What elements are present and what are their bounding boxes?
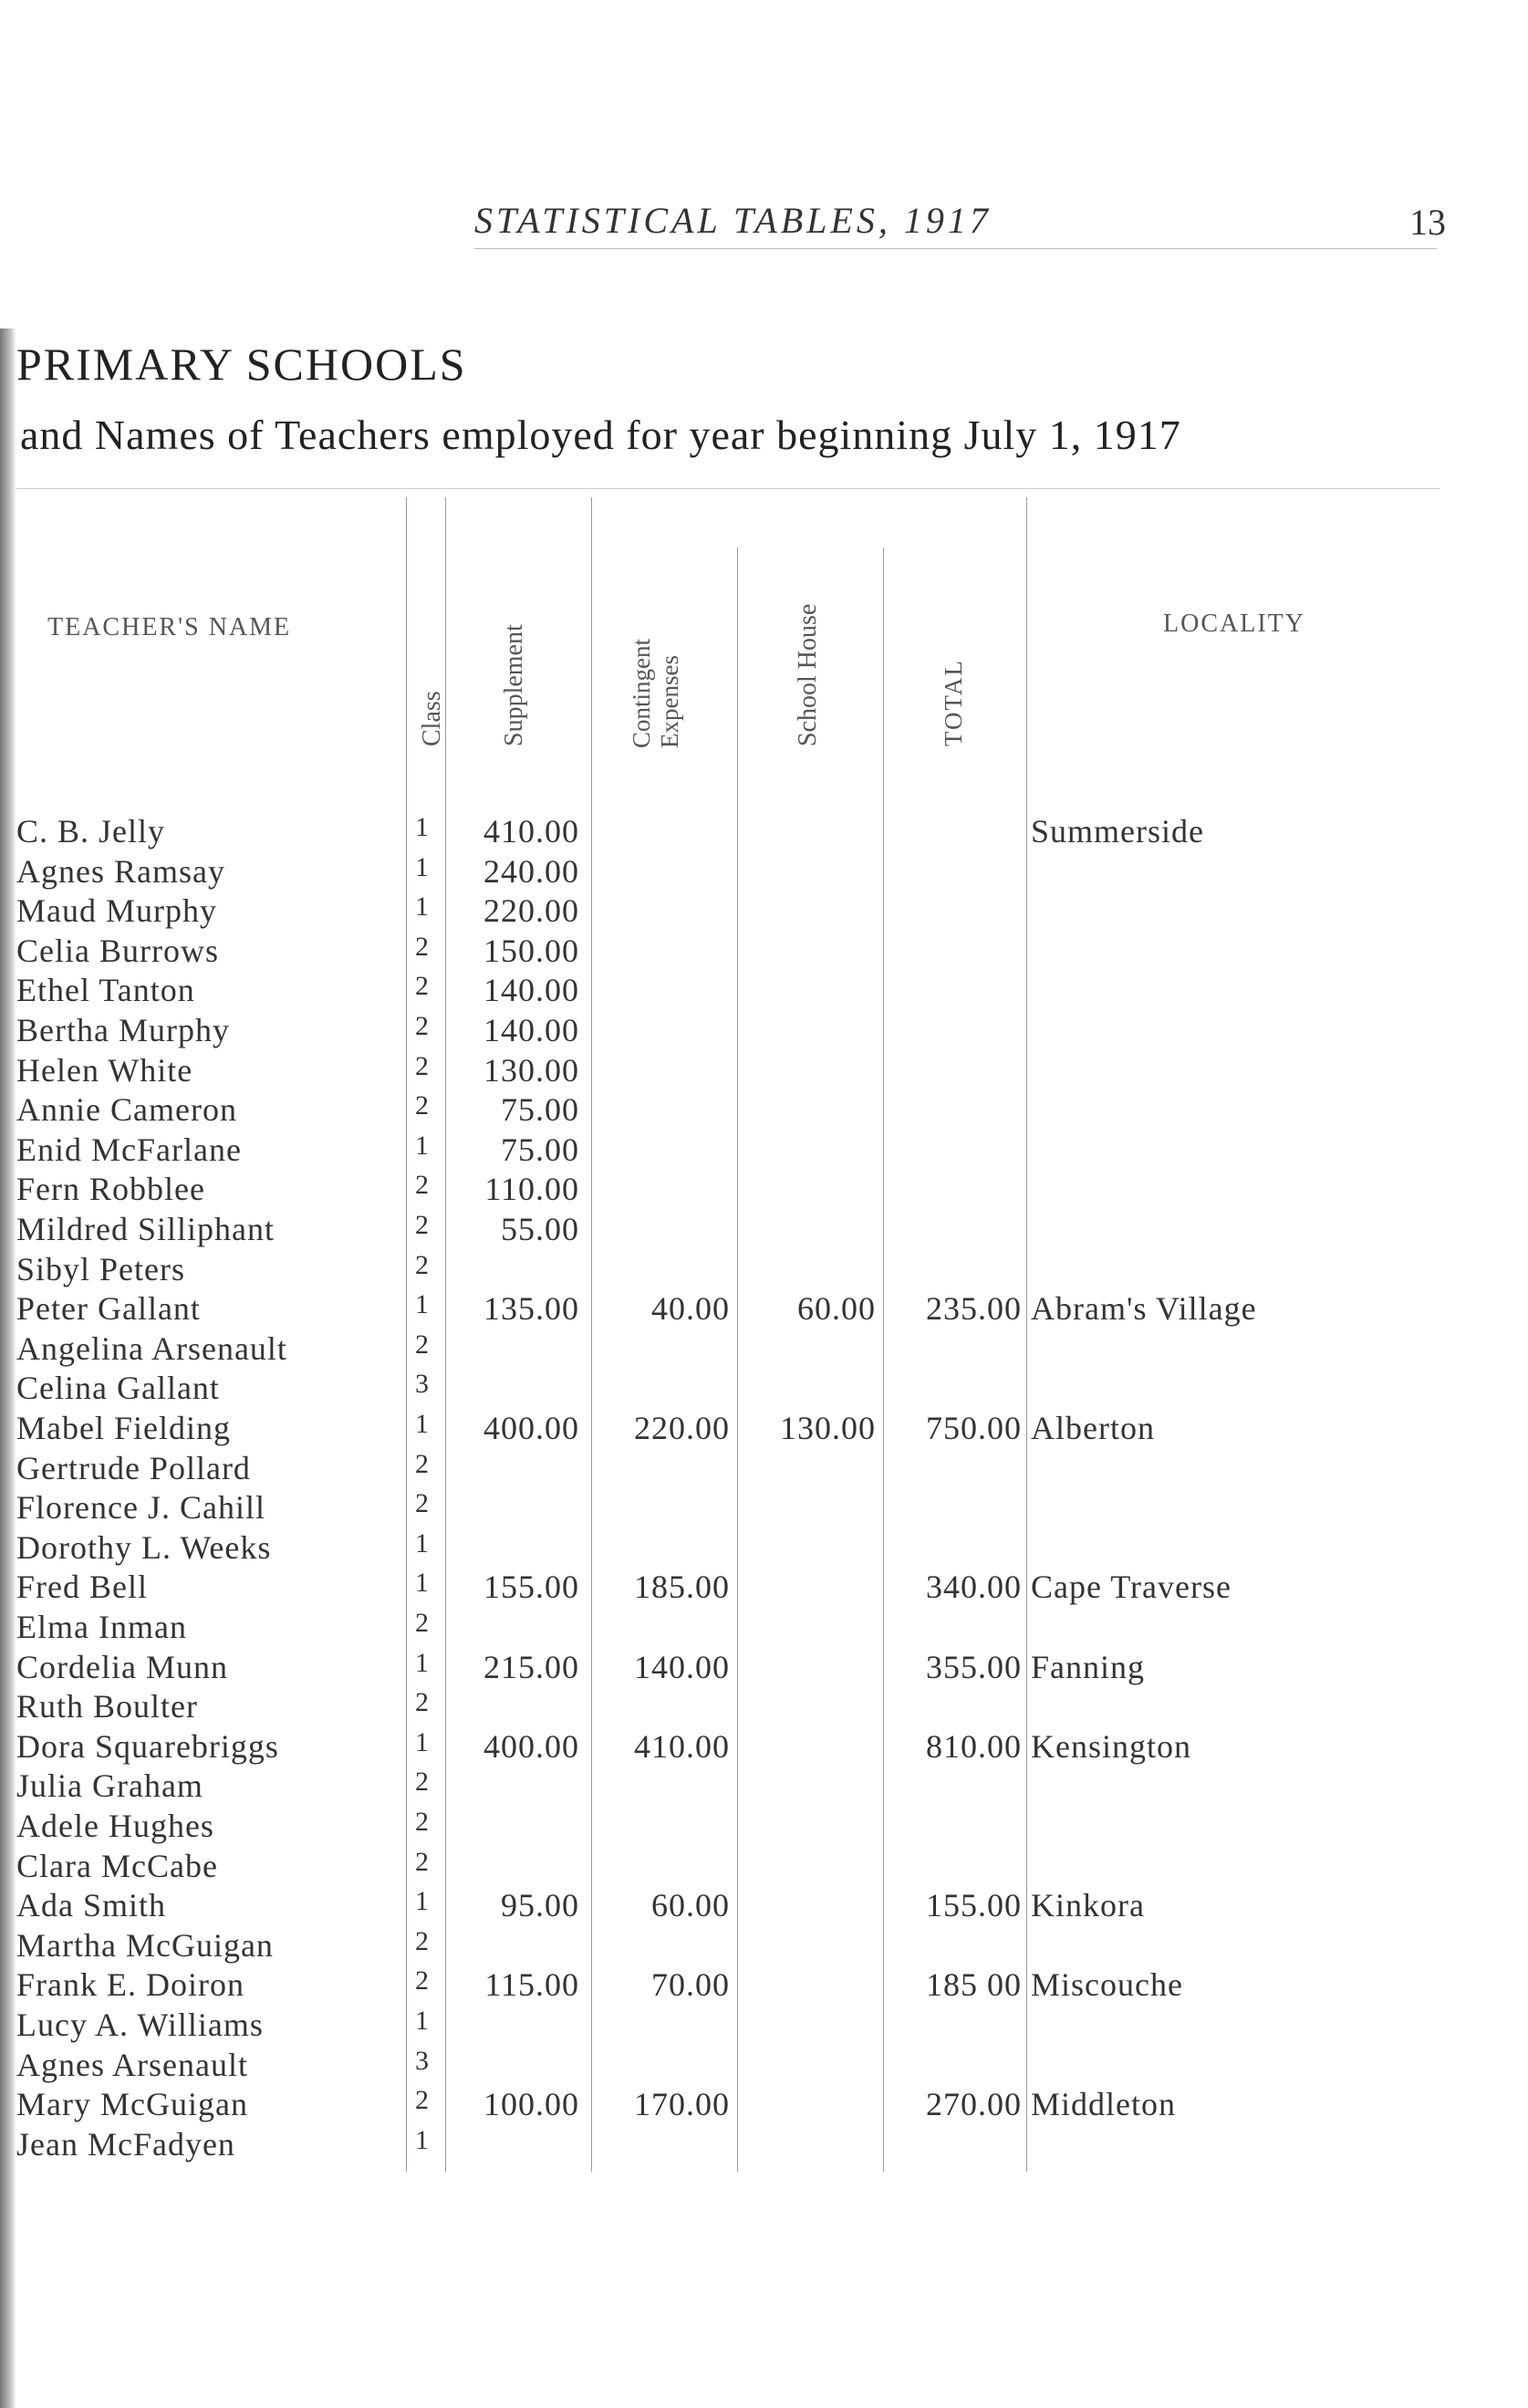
teacher-name: Dora Squarebriggs	[16, 1727, 279, 1765]
header-school-house: School House	[794, 603, 822, 746]
class-value: 2	[415, 1011, 430, 1041]
table-row	[0, 1289, 1528, 1329]
table-row	[0, 1090, 1528, 1131]
class-value: 1	[415, 1527, 430, 1558]
class-value: 1	[415, 1568, 430, 1599]
table-row	[0, 1210, 1528, 1250]
table-row	[0, 1011, 1528, 1051]
table-row	[0, 1329, 1528, 1370]
table-row	[0, 1409, 1528, 1449]
locality-value: Alberton	[1031, 1410, 1155, 1446]
class-value: 1	[415, 1289, 430, 1320]
teacher-name: C. B. Jelly	[16, 813, 166, 850]
teacher-name: Agnes Ramsay	[16, 852, 225, 890]
class-value: 3	[415, 2045, 430, 2076]
table-row	[0, 1568, 1528, 1608]
supplement-value: 95.00	[501, 1887, 579, 1924]
table-row	[0, 1767, 1528, 1807]
total-value: 340.00	[926, 1569, 1022, 1606]
supplement-value: 240.00	[483, 852, 579, 890]
total-value: 185 00	[926, 1966, 1022, 2004]
teacher-name: Enid McFarlane	[16, 1131, 242, 1168]
table-row	[0, 1965, 1528, 2006]
supplement-value: 75.00	[501, 1091, 579, 1129]
table-title: PRIMARY SCHOOLS	[16, 339, 467, 390]
table-row	[0, 1488, 1528, 1528]
teacher-name: Mary McGuigan	[16, 2086, 248, 2123]
class-value: 2	[415, 1448, 430, 1479]
class-value: 2	[415, 1767, 430, 1798]
supplement-value: 110.00	[484, 1171, 579, 1208]
table-row	[0, 1687, 1528, 1727]
class-value: 1	[415, 1886, 430, 1917]
header-rule	[474, 248, 1437, 249]
total-value: 750.00	[926, 1410, 1022, 1446]
class-value: 2	[415, 1249, 430, 1280]
locality-value: Kinkora	[1031, 1887, 1145, 1924]
teacher-name: Martha McGuigan	[16, 1926, 274, 1964]
class-value: 1	[415, 2124, 430, 2155]
locality-value: Cape Traverse	[1031, 1569, 1232, 1606]
class-value: 1	[415, 891, 430, 923]
table-row	[0, 1170, 1528, 1210]
total-value: 155.00	[926, 1887, 1022, 1924]
locality-value: Kensington	[1031, 1727, 1191, 1765]
total-value: 235.00	[926, 1290, 1022, 1328]
header-supplement: Supplement	[500, 624, 528, 746]
teacher-name: Peter Gallant	[16, 1290, 201, 1328]
contingent-value: 170.00	[634, 2086, 730, 2123]
table-row	[0, 1807, 1528, 1847]
teacher-name: Celia Burrows	[16, 932, 219, 969]
table-row	[0, 1886, 1528, 1926]
table-row	[0, 1528, 1528, 1569]
supplement-value: 130.00	[483, 1051, 579, 1089]
header-contingent-expenses	[628, 639, 684, 748]
table-row	[0, 2006, 1528, 2046]
teacher-name: Ada Smith	[16, 1887, 167, 1924]
class-value: 2	[415, 1050, 430, 1081]
table-row	[0, 1051, 1528, 1091]
locality-value: Abram's Village	[1031, 1290, 1257, 1328]
teacher-name: Ruth Boulter	[16, 1688, 198, 1725]
supplement-value: 220.00	[483, 892, 579, 930]
supplement-value: 135.00	[483, 1290, 579, 1328]
table-row	[0, 1131, 1528, 1171]
supplement-value: 150.00	[483, 932, 579, 969]
table-row	[0, 852, 1528, 892]
contingent-value: 140.00	[634, 1648, 730, 1685]
locality-value: Summerside	[1031, 813, 1204, 850]
table-row	[0, 1847, 1528, 1887]
supplement-value: 155.00	[483, 1569, 579, 1606]
contingent-value: 60.00	[651, 1887, 730, 1924]
table-row	[0, 932, 1528, 972]
contingent-value: 410.00	[634, 1727, 730, 1765]
teacher-name: Annie Cameron	[16, 1091, 237, 1129]
class-value: 2	[415, 1210, 430, 1240]
class-value: 1	[415, 812, 430, 842]
teacher-name: Mabel Fielding	[16, 1410, 231, 1446]
teacher-name: Fern Robblee	[16, 1171, 205, 1208]
teacher-name: Julia Graham	[16, 1767, 203, 1805]
total-value: 270.00	[926, 2086, 1022, 2123]
teacher-name: Jean McFadyen	[16, 2125, 235, 2163]
teacher-name: Sibyl Peters	[16, 1250, 186, 1287]
class-value: 2	[415, 2085, 430, 2116]
supplement-value: 140.00	[483, 1012, 579, 1048]
locality-value: Miscouche	[1031, 1966, 1183, 2004]
class-value: 2	[415, 1488, 430, 1519]
teacher-name: Mildred Silliphant	[16, 1211, 275, 1247]
class-value: 1	[415, 1647, 430, 1678]
class-value: 2	[415, 1687, 430, 1718]
table-row	[0, 2125, 1528, 2165]
header-contingent-line2: Expenses	[656, 655, 684, 748]
teacher-name: Bertha Murphy	[16, 1012, 230, 1048]
table-row	[0, 1727, 1528, 1767]
total-value: 810.00	[926, 1727, 1022, 1765]
supplement-value: 400.00	[483, 1410, 579, 1446]
teacher-name: Lucy A. Williams	[16, 2007, 264, 2043]
teacher-name: Ethel Tanton	[16, 972, 195, 1009]
teacher-name: Clara McCabe	[16, 1847, 218, 1884]
class-value: 1	[415, 1130, 430, 1161]
class-value: 1	[415, 1726, 430, 1757]
class-value: 2	[415, 1925, 430, 1956]
supplement-value: 75.00	[501, 1131, 579, 1168]
teacher-name: Celina Gallant	[16, 1370, 220, 1407]
class-value: 2	[415, 1846, 430, 1877]
class-value: 1	[415, 851, 430, 882]
contingent-value: 70.00	[651, 1966, 730, 2004]
teacher-name: Frank E. Doiron	[16, 1966, 244, 2004]
class-value: 1	[415, 2006, 430, 2036]
supplement-value: 55.00	[501, 1211, 579, 1247]
teacher-name: Adele Hughes	[16, 1808, 214, 1844]
table-row	[0, 971, 1528, 1011]
class-value: 2	[415, 1170, 430, 1201]
header-locality: LOCALITY	[1163, 610, 1305, 638]
table-row	[0, 1369, 1528, 1409]
header-total: TOTAL	[940, 659, 967, 746]
teacher-name: Helen White	[16, 1051, 193, 1089]
teacher-name: Agnes Arsenault	[16, 2046, 248, 2083]
class-value: 2	[415, 971, 430, 1002]
page-number: 13	[1409, 202, 1446, 243]
header-class: Class	[418, 691, 446, 746]
table-top-rule	[16, 488, 1440, 489]
table-row	[0, 1250, 1528, 1290]
table-row	[0, 2046, 1528, 2086]
supplement-value: 115.00	[484, 1966, 579, 2004]
teacher-name: Cordelia Munn	[16, 1648, 228, 1685]
teacher-name: Angelina Arsenault	[16, 1329, 287, 1367]
teacher-name: Fred Bell	[16, 1569, 148, 1606]
class-value: 2	[415, 1608, 430, 1638]
table-row	[0, 1608, 1528, 1648]
class-value: 2	[415, 931, 430, 962]
school-house-value: 130.00	[780, 1410, 876, 1446]
class-value: 3	[415, 1369, 430, 1400]
contingent-value: 185.00	[634, 1569, 730, 1606]
teacher-name: Gertrude Pollard	[16, 1449, 251, 1486]
contingent-value: 40.00	[651, 1290, 730, 1328]
teacher-name: Elma Inman	[16, 1609, 187, 1645]
locality-value: Middleton	[1031, 2086, 1176, 2123]
teacher-name: Florence J. Cahill	[16, 1489, 265, 1527]
supplement-value: 400.00	[483, 1727, 579, 1765]
table-row	[0, 2085, 1528, 2125]
supplement-value: 410.00	[483, 813, 579, 850]
table-subtitle: and Names of Teachers employed for year beginning July 1, 1917	[20, 412, 1181, 458]
school-house-value: 60.00	[797, 1290, 876, 1328]
table-row	[0, 891, 1528, 932]
class-value: 2	[415, 1965, 430, 1996]
class-value: 2	[415, 1090, 430, 1121]
table-row	[0, 1926, 1528, 1966]
teacher-name: Maud Murphy	[16, 892, 217, 930]
supplement-value: 140.00	[483, 972, 579, 1009]
supplement-value: 100.00	[483, 2086, 579, 2123]
locality-value: Fanning	[1031, 1648, 1146, 1685]
header-teacher-name: TEACHER'S NAME	[47, 613, 292, 641]
supplement-value: 215.00	[483, 1648, 579, 1685]
total-value: 355.00	[926, 1648, 1022, 1685]
class-value: 1	[415, 1409, 430, 1439]
table-row	[0, 1648, 1528, 1688]
contingent-value: 220.00	[634, 1410, 730, 1446]
teacher-name: Dorothy L. Weeks	[16, 1528, 272, 1566]
table-row	[0, 812, 1528, 852]
class-value: 2	[415, 1329, 430, 1360]
table-row	[0, 1449, 1528, 1489]
running-head: STATISTICAL TABLES, 1917	[474, 200, 992, 241]
class-value: 2	[415, 1807, 430, 1837]
header-contingent-line1: Contingent	[628, 639, 655, 748]
